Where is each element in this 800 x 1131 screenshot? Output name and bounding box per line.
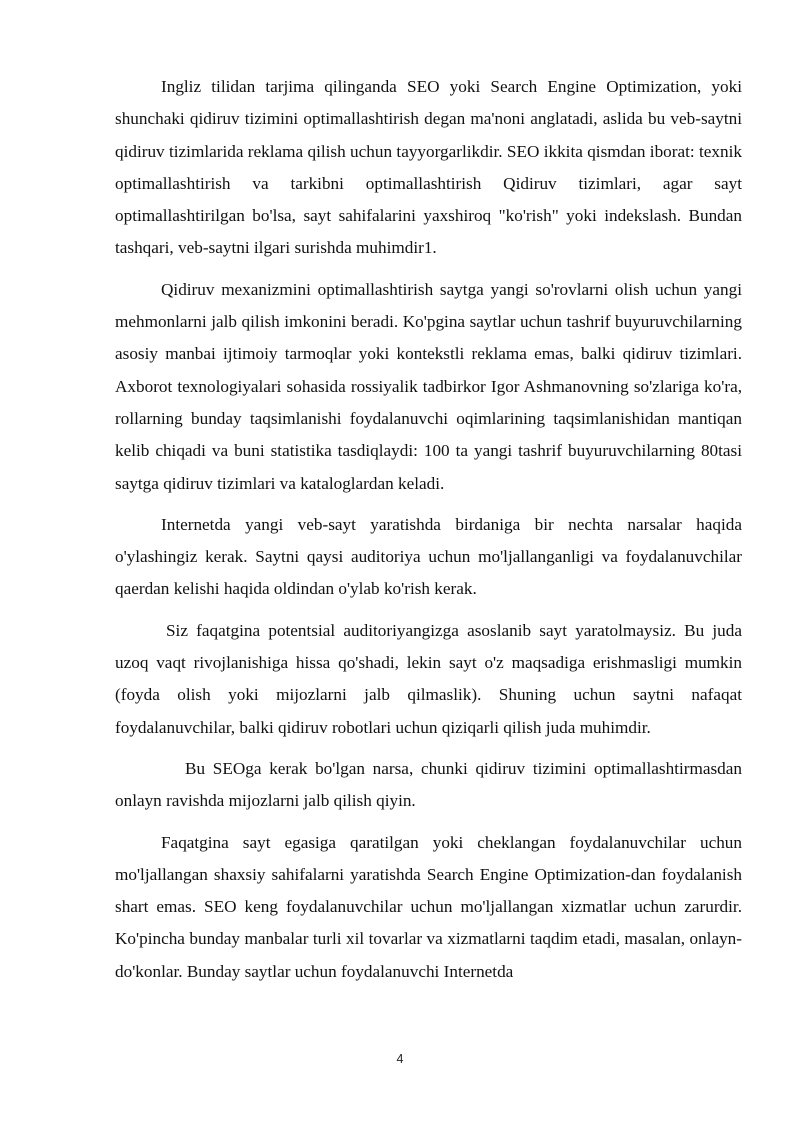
page-number: 4 [396, 1052, 404, 1066]
paragraph-audience: Siz faqatgina potentsial auditoriyangizga asoslanib sayt yaratolmaysiz. Bu juda uzoq vaqt rivojlanishiga hissa qo'shadi, lekin sayt o'z maqsadiga erishmasligi mumkin (foyda olish yoki mijozlarni jalb qilmaslik). Shuning uchun saytni nafaqat foydalanuvchilar, balki qidiruv robotlari uchun qiziqarli qilish juda muhimdir. [115, 620, 742, 737]
body-text [115, 71, 742, 997]
paragraph-personal-pages: Faqatgina sayt egasiga qaratilgan yoki cheklangan foydalanuvchilar uchun mo'ljallangan shaxsiy sahifalarni yaratishda Search Engine Optimization-dan foydalanish shart emas. SEO keng foydalanuvchilar uchun mo'ljallangan xizmatlar uchun zarurdir. Ko'pincha bunday manbalar turli xil tovarlar va xizmatlarni taqdim etadi, masalan, onlayn-do'konlar. Bunday saytlar uchun foydalanuvchi Internetda [115, 832, 742, 981]
paragraph-seo-need: Bu SEOga kerak bo'lgan narsa, chunki qidiruv tizimini optimallashtirmasdan onlayn ravishda mijozlarni jalb qilish qiyin. [115, 758, 742, 811]
paragraph-search-traffic: Qidiruv mexanizmini optimallashtirish saytga yangi so'rovlarni olish uchun yangi mehmonlarni jalb qilish imkonini beradi. Ko'pgina saytlar uchun tashrif buyuruvchilarning asosiy manbai ijtimoiy tarmoqlar yoki kontekstli reklama emas, balki qidiruv tizimlari. Axborot texnologiyalari sohasida rossiyalik tadbirkor Igor Ashmanovning so'zlariga ko'ra, rollarning bunday taqsimlanishi foydalanuvchi oqimlarining taqsimlanishidan mantiqan kelib chiqadi va buni statistika tasdiqlaydi: 100 ta yangi tashrif buyuruvchilarning 80tasi saytga qidiruv tizimlari va kataloglardan keladi. [115, 279, 742, 493]
paragraph-seo-definition: Ingliz tilidan tarjima qilinganda SEO yoki Search Engine Optimization, yoki shunchaki qidiruv tizimini optimallashtirish degan ma'noni anglatadi, aslida bu veb-saytni qidiruv tizimlarida reklama qilish uchun tayyorgarlikdir. SEO ikkita qismdan iborat: texnik optimallashtirish va tarkibni optimallashtirish Qidiruv tizimlari, agar sayt optimallashtirilgan bo'lsa, sayt sahifalarini yaxshiroq "ko'rish" yoki indekslash. Bundan tashqari, veb-saytni ilgari surishda muhimdir1. [115, 77, 742, 258]
paragraph-new-website: Internetda yangi veb-sayt yaratishda birdaniga bir nechta narsalar haqida o'ylashingiz kerak. Saytni qaysi auditoriya uchun mo'ljallanganligi va foydalanuvchilar qaerdan kelishi haqida oldindan o'ylab ko'rish kerak. [115, 514, 742, 599]
